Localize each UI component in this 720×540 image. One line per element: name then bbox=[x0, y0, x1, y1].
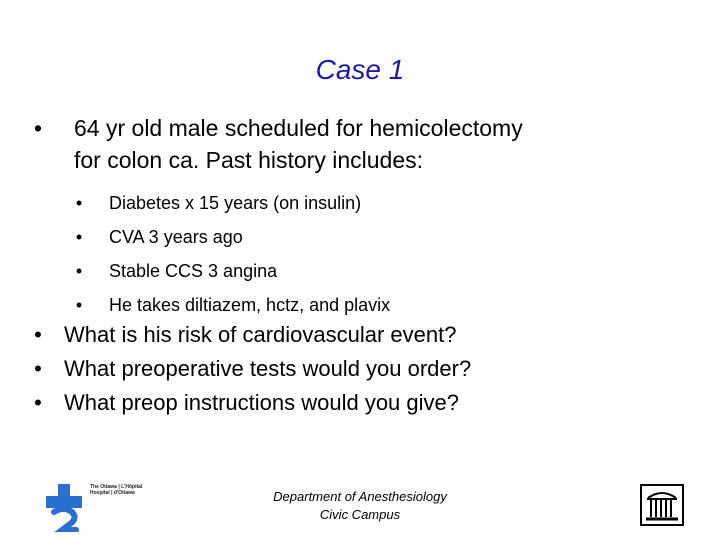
building-icon-svg bbox=[640, 484, 684, 526]
history-item-text: He takes diltiazem, hctz, and plavix bbox=[109, 295, 391, 315]
questions-list bbox=[28, 318, 471, 420]
ottawa-hospital-logo-icon bbox=[44, 482, 88, 532]
bullet-icon: • bbox=[33, 115, 43, 141]
bullet-icon: • bbox=[34, 390, 42, 415]
intro-line-2: for colon ca. Past history includes: bbox=[74, 147, 423, 173]
intro-bullet bbox=[28, 112, 688, 176]
bullet-icon: • bbox=[34, 322, 42, 347]
list-item bbox=[72, 186, 390, 220]
question-text: What is his risk of cardiovascular event? bbox=[64, 322, 457, 347]
intro-line-1: 64 yr old male scheduled for hemicolectomy bbox=[74, 115, 523, 141]
building-icon bbox=[640, 484, 684, 526]
hospital-name-line-1: The Ottawa | L'Hôpital bbox=[90, 484, 143, 490]
bullet-icon: • bbox=[75, 227, 83, 247]
intro-list bbox=[28, 112, 688, 176]
bullet-icon: • bbox=[34, 356, 42, 381]
footer-department: Department of Anesthesiology bbox=[273, 489, 447, 504]
history-list bbox=[72, 186, 390, 322]
footer bbox=[240, 488, 480, 524]
slide-title: Case 1 bbox=[315, 54, 405, 85]
history-item-text: Diabetes x 15 years (on insulin) bbox=[109, 193, 362, 213]
list-item bbox=[72, 220, 390, 254]
question-text: What preoperative tests would you order? bbox=[64, 356, 472, 381]
bullet-icon: • bbox=[75, 193, 83, 213]
bullet-icon: • bbox=[75, 295, 83, 315]
list-item bbox=[72, 254, 390, 288]
hospital-name bbox=[90, 484, 170, 496]
bullet-icon: • bbox=[75, 261, 83, 281]
history-item-text: Stable CCS 3 angina bbox=[109, 261, 278, 281]
list-item bbox=[28, 318, 471, 352]
hospital-name-line-2: Hospital | d'Ottawa bbox=[90, 490, 135, 496]
list-item bbox=[28, 352, 471, 386]
footer-campus: Civic Campus bbox=[319, 507, 401, 522]
question-text: What preop instructions would you give? bbox=[64, 390, 459, 415]
history-item-text: CVA 3 years ago bbox=[109, 227, 243, 247]
list-item bbox=[28, 386, 471, 420]
list-item bbox=[72, 288, 390, 322]
ottawa-hospital-logo bbox=[44, 482, 184, 532]
